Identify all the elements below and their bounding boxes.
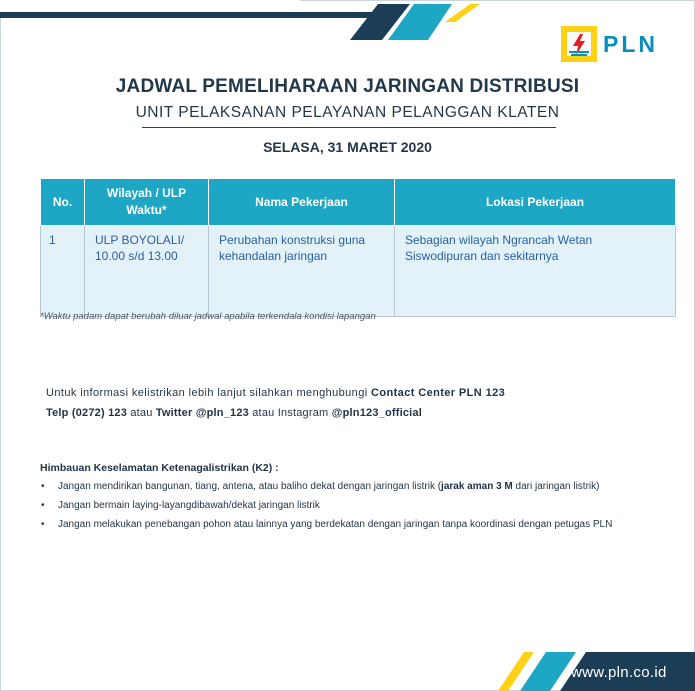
contact-telp: Telp (0272) 123 bbox=[46, 407, 128, 419]
list-item bbox=[40, 499, 612, 518]
page-subtitle: UNIT PELAKSANAN PELAYANAN PELANGGAN KLATEN bbox=[135, 104, 560, 121]
pln-logo-mark bbox=[561, 26, 597, 62]
cell-lokasi-pekerjaan: Sebagian wilayah Ngrancah Wetan Siswodipuran dan sekitarnya bbox=[395, 226, 676, 317]
contact-sep-2: atau Instagram bbox=[248, 407, 332, 419]
list-item bbox=[40, 480, 612, 499]
page-title: JADWAL PEMELIHARAAN JARINGAN DISTRIBUSI bbox=[115, 76, 580, 97]
pln-logo-text: PLN bbox=[603, 31, 658, 57]
col-header-wilayah: Wilayah / ULP Waktu* bbox=[85, 179, 209, 226]
schedule-note: *Waktu padam dapat berubah diluar jadwal apabila terkendala kondisi lapangan bbox=[40, 311, 376, 322]
contact-instagram: @pln123_official bbox=[331, 407, 423, 419]
safety-item-2: Jangan bermain laying-layangdibawah/dekat jaringan listrik bbox=[58, 500, 320, 511]
col-header-no: No. bbox=[41, 179, 85, 226]
contact-center: Contact Center PLN 123 bbox=[371, 387, 506, 399]
footer-url: www.pln.co.id bbox=[571, 664, 667, 681]
safety-item-1-suffix: dari jaringan listrik) bbox=[512, 481, 600, 492]
pln-logo bbox=[561, 26, 671, 62]
col-header-pekerjaan: Nama Pekerjaan bbox=[209, 179, 395, 226]
safety-item-3: Jangan melakukan penebangan pohon atau lainnya yang berdekatan dengan jaringan tanpa koordinasi dengan petugas PLN bbox=[58, 519, 613, 530]
cell-no: 1 bbox=[41, 226, 85, 317]
contact-line-1 bbox=[46, 387, 505, 399]
table-row bbox=[41, 226, 676, 317]
title-divider bbox=[142, 127, 556, 128]
schedule-date: SELASA, 31 MARET 2020 bbox=[263, 139, 432, 155]
bullet-icon: • bbox=[41, 519, 45, 530]
contact-twitter: Twitter @pln_123 bbox=[155, 407, 249, 419]
bullet-icon: • bbox=[41, 500, 45, 511]
list-item bbox=[40, 518, 612, 537]
table-header-row bbox=[41, 179, 676, 226]
bullet-icon: • bbox=[41, 481, 45, 492]
col-header-lokasi: Lokasi Pekerjaan bbox=[395, 179, 676, 226]
contact-prefix: Untuk informasi kelistrikan lebih lanjut silahkan menghubungi bbox=[46, 387, 372, 399]
safety-title: Himbauan Keselamatan Ketenagalistrikan (K2) : bbox=[40, 462, 279, 474]
cell-wilayah-waktu: ULP BOYOLALI/ 10.00 s/d 13.00 bbox=[85, 226, 209, 317]
contact-line-2 bbox=[46, 407, 422, 419]
contact-sep-1: atau bbox=[127, 407, 156, 419]
safety-item-1-bold: jarak aman 3 M bbox=[441, 481, 513, 492]
safety-item-1-prefix: Jangan mendirikan bangunan, tiang, antena, atau baliho dekat dengan jaringan listrik ( bbox=[58, 481, 442, 492]
schedule-table bbox=[40, 178, 676, 317]
safety-list bbox=[40, 480, 612, 537]
cell-nama-pekerjaan: Perubahan konstruksi guna kehandalan jaringan bbox=[209, 226, 395, 317]
